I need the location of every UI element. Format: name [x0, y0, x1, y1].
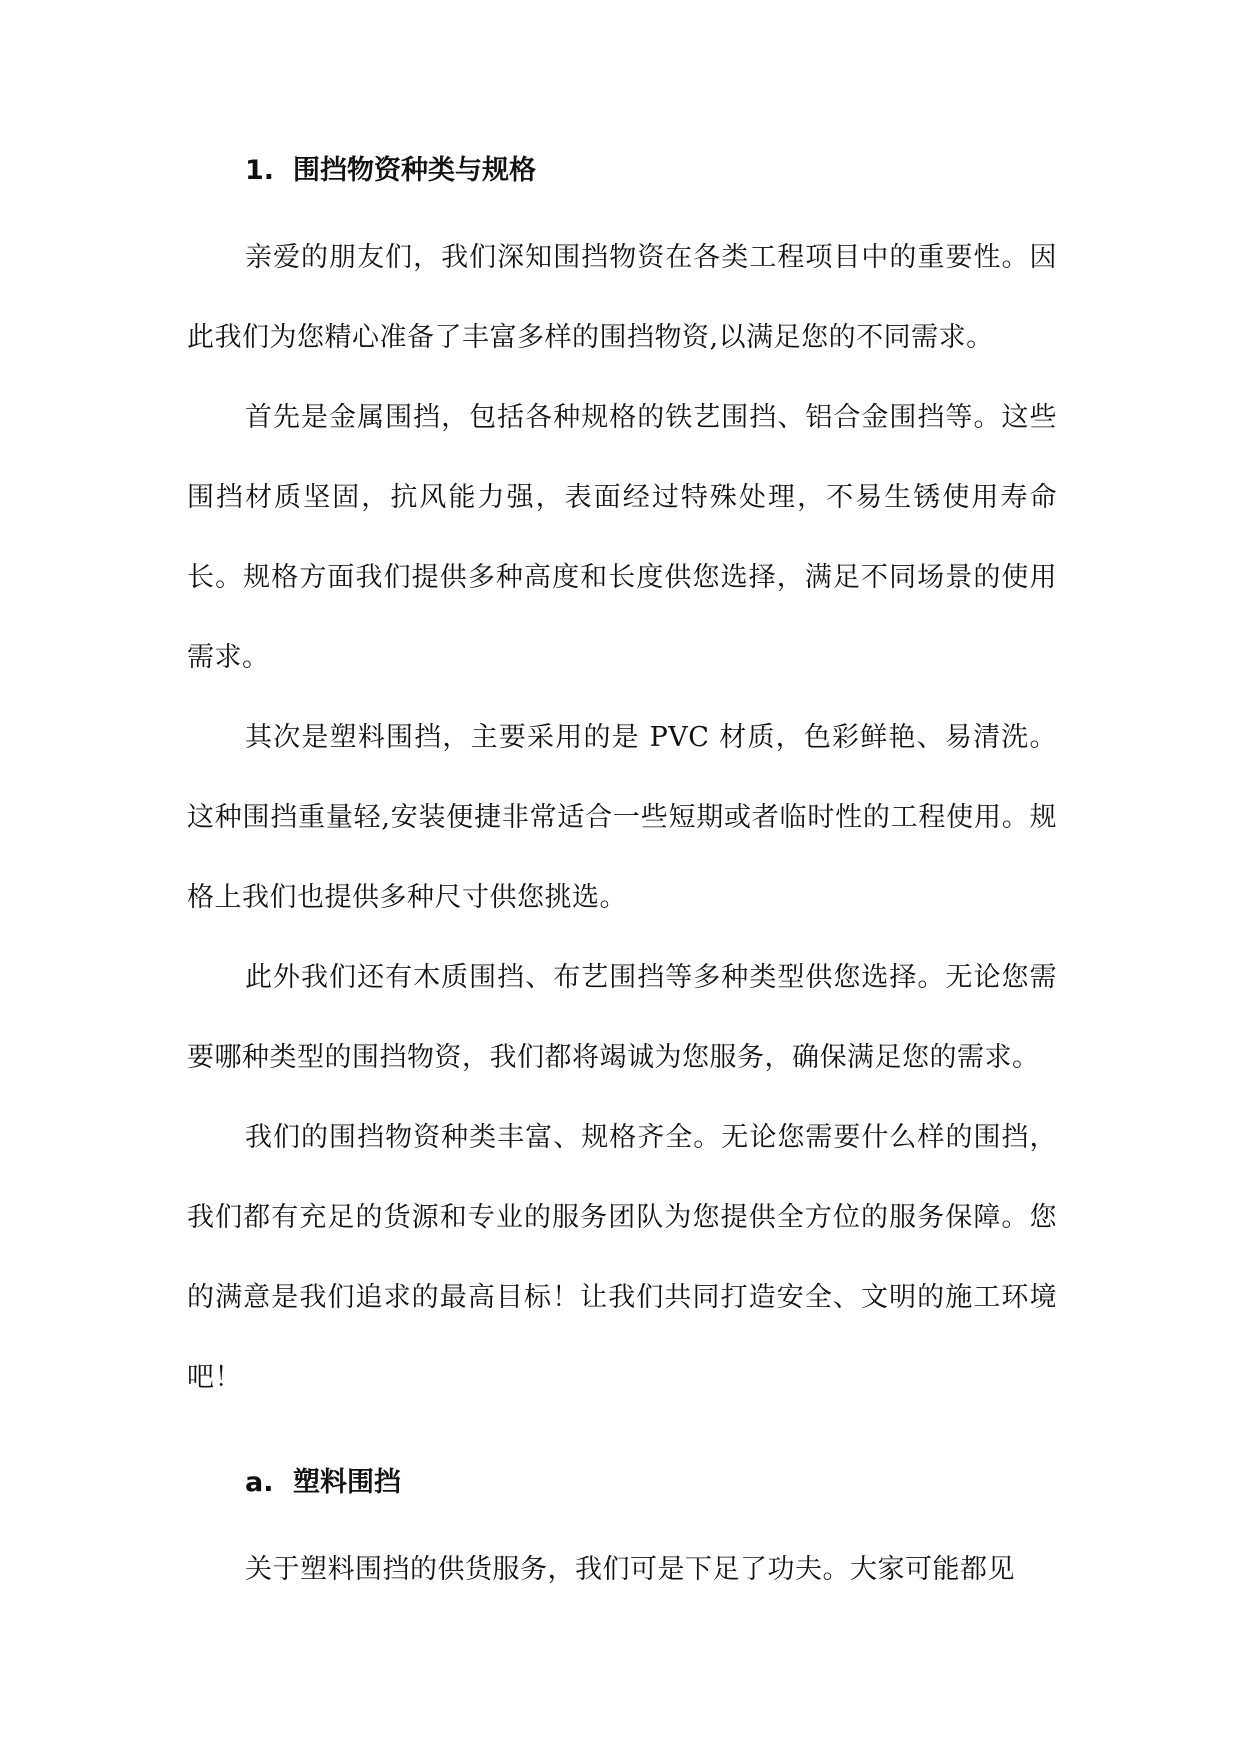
section-number-1: 1.	[245, 155, 275, 186]
section-number-a: a.	[245, 1467, 274, 1498]
paragraph-metal-fence: 首先是金属围挡，包括各种规格的铁艺围挡、铝合金围挡等。这些围挡材质坚固，抗风能力强，表面经过特殊处理，不易生锈使用寿命长。规格方面我们提供多种高度和长度供您选择，满足不同场景的使用需求。	[187, 402, 1057, 673]
section-title-a: 塑料围挡	[293, 1467, 401, 1498]
paragraph-plastic-supply: 关于塑料围挡的供货服务，我们可是下足了功夫。大家可能都见	[245, 1554, 1015, 1585]
paragraph-plastic-fence: 其次是塑料围挡，主要采用的是 PVC 材质，色彩鲜艳、易清洗。这种围挡重量轻,安装便捷非常适合一些短期或者临时性的工程使用。规格上我们也提供多种尺寸供您挑选。	[187, 722, 1057, 913]
paragraph-summary: 我们的围挡物资种类丰富、规格齐全。无论您需要什么样的围挡，我们都有充足的货源和专业的服务团队为您提供全方位的服务保障。您的满意是我们追求的最高目标！让我们共同打造安全、文明的施工环境吧！	[187, 1122, 1057, 1393]
section-heading-1	[187, 140, 1057, 202]
paragraph-intro: 亲爱的朋友们，我们深知围挡物资在各类工程项目中的重要性。因此我们为您精心准备了丰富多样的围挡物资,以满足您的不同需求。	[187, 242, 1057, 353]
section-heading-a	[187, 1452, 1057, 1514]
document-page	[187, 140, 1057, 1610]
paragraph-other-types: 此外我们还有木质围挡、布艺围挡等多种类型供您选择。无论您需要哪种类型的围挡物资，我们都将竭诚为您服务，确保满足您的需求。	[187, 962, 1057, 1073]
section-title-1: 围挡物资种类与规格	[293, 155, 536, 186]
